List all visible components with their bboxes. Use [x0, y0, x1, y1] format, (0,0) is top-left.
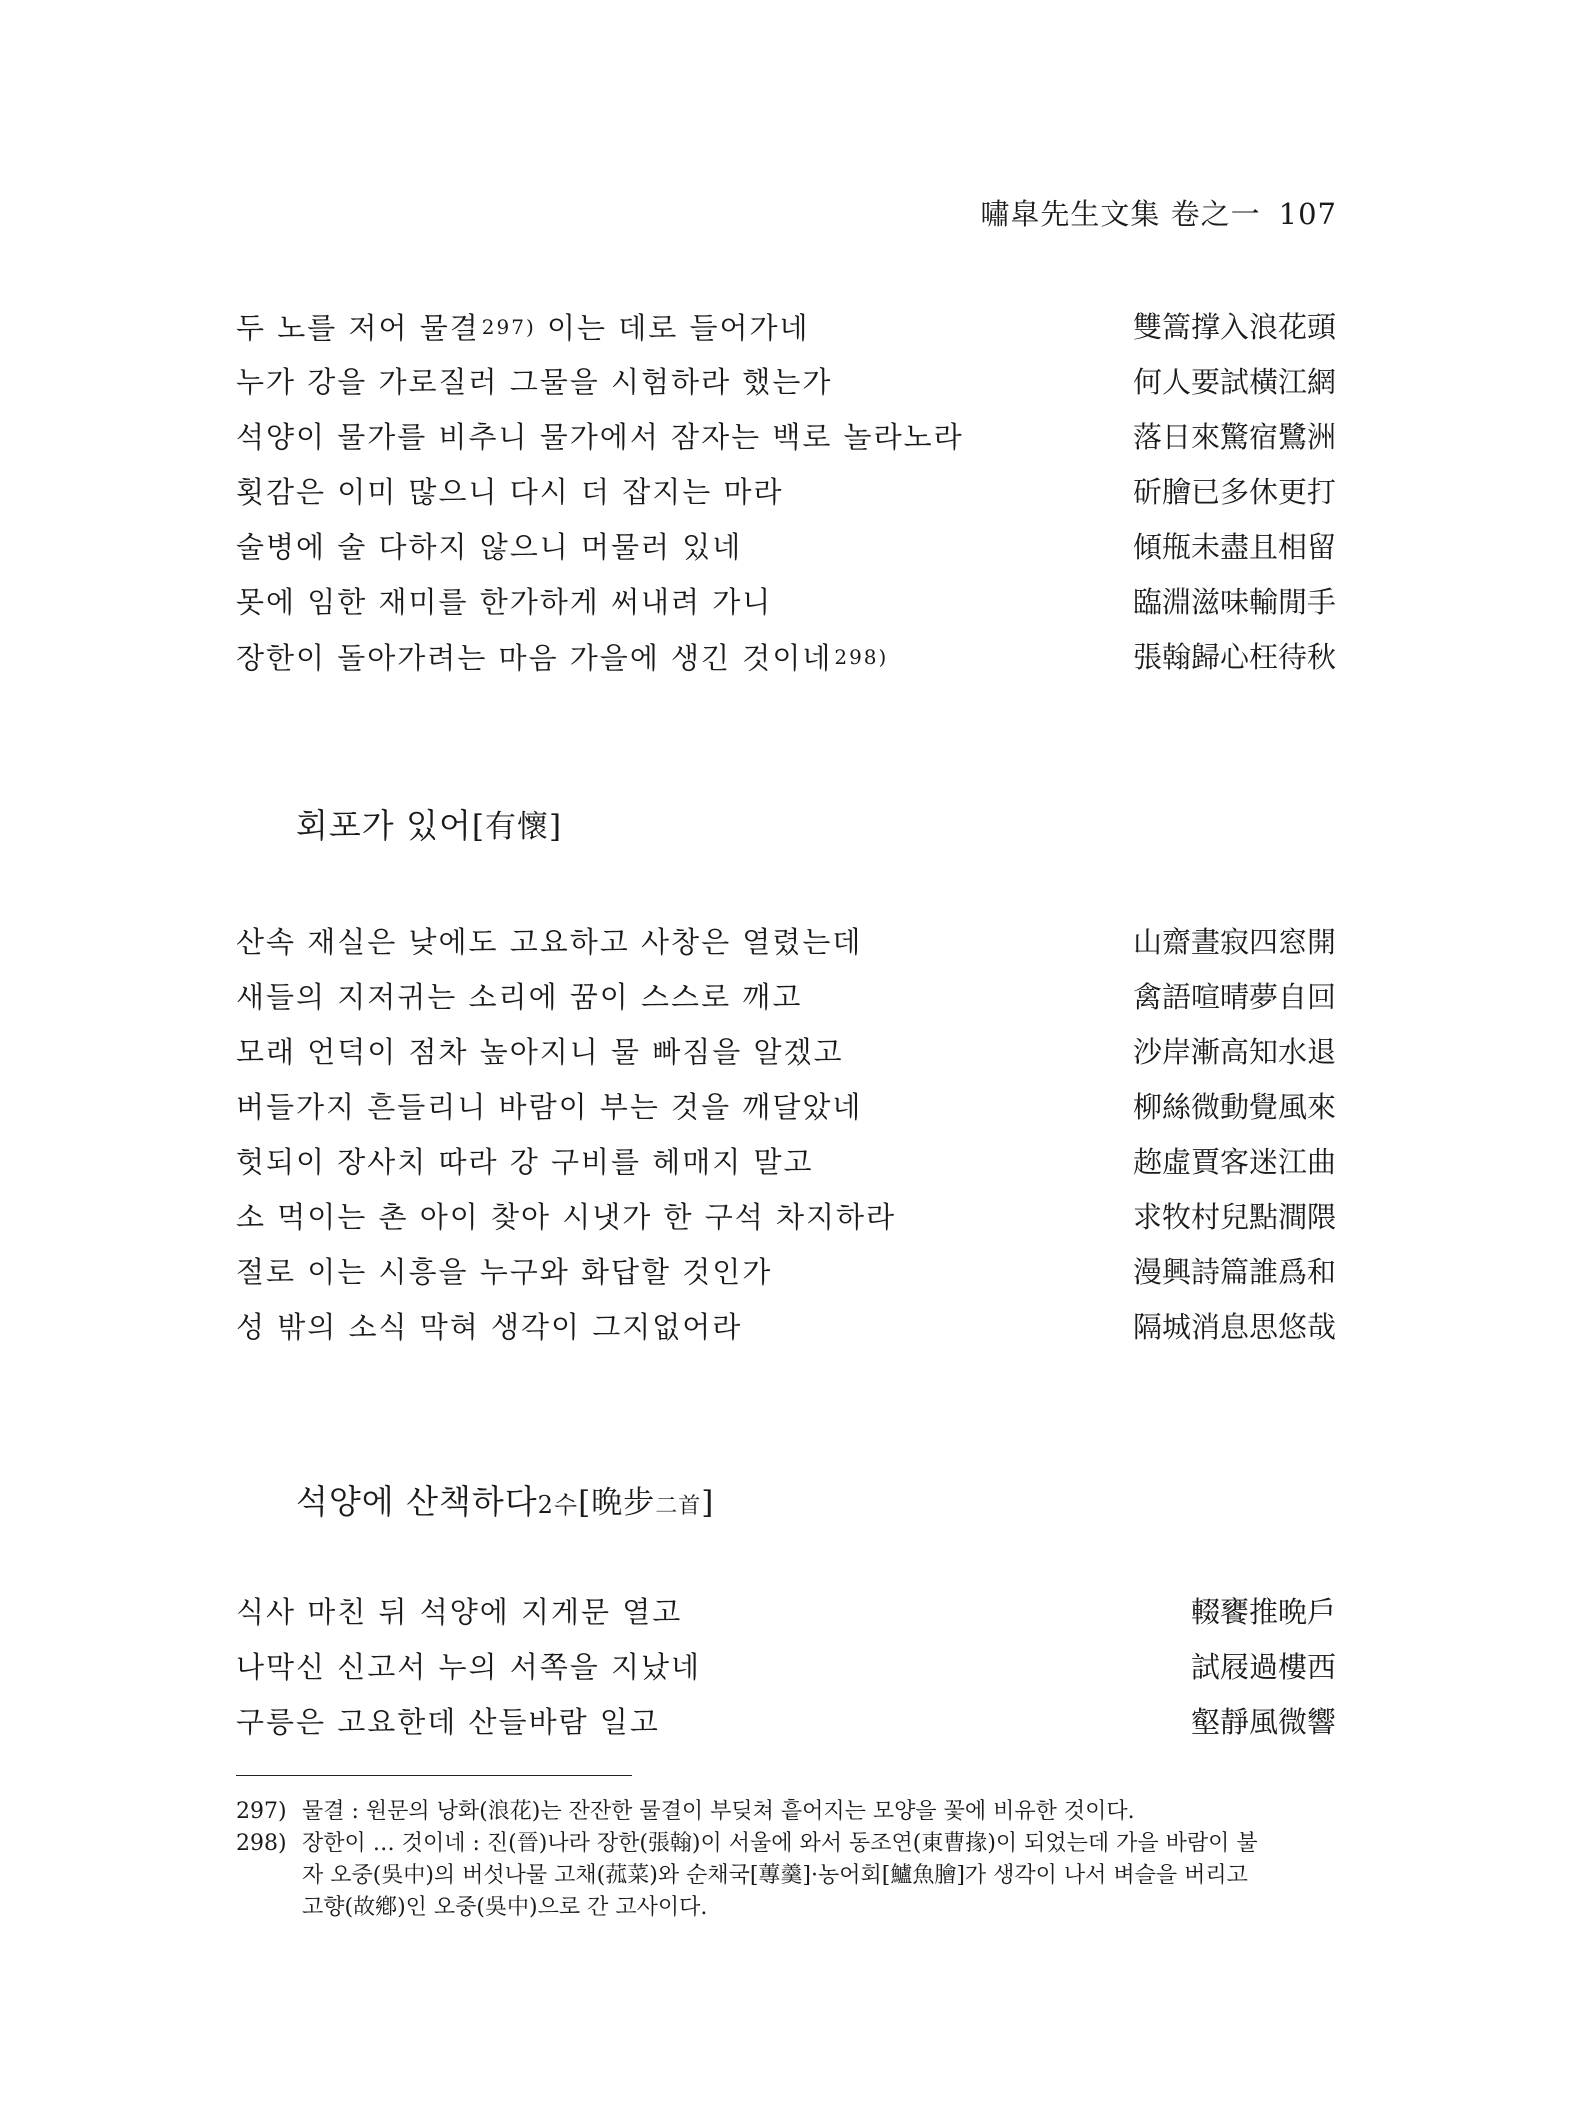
korean-translation: 새들의 지저귀는 소리에 꿈이 스스로 깨고: [236, 980, 803, 1014]
footnote-line: 장한이 … 것이네 : 진(晉)나라 장한(張翰)이 서울에 와서 동조연(東曹掾)이 되었는데 가을 바람이 불: [302, 1831, 1258, 1856]
poem-2-title: [296, 800, 562, 847]
verse-line: [236, 1245, 1336, 1300]
chinese-original: 張翰歸心枉待秋: [1132, 640, 1336, 674]
korean-translation: 절로 이는 시흥을 누구와 화답할 것인가: [236, 1255, 773, 1289]
chinese-original: 何人要試橫江網: [1132, 365, 1336, 399]
korean-translation: 나막신 신고서 누의 서쪽을 지났네: [236, 1650, 702, 1684]
chinese-original: 壑靜風微響: [1190, 1705, 1336, 1739]
poem-3-title: [296, 1476, 714, 1523]
chinese-original: 雙篙撑入浪花頭: [1132, 310, 1336, 344]
poem-title-korean: 회포가 있어: [296, 806, 472, 845]
chinese-original: 禽語喧晴夢自回: [1132, 980, 1336, 1014]
korean-translation: 누가 강을 가로질러 그물을 시험하라 했는가: [236, 365, 833, 399]
korean-translation: 구릉은 고요한데 산들바람 일고: [236, 1705, 660, 1739]
korean-translation: 헛되이 장사치 따라 강 구비를 헤매지 말고: [236, 1145, 814, 1179]
footnote-line: 고향(故鄕)인 오중(吳中)으로 간 고사이다.: [302, 1895, 708, 1920]
footnote-body: [302, 1828, 1336, 1924]
footnote-number: 298): [236, 1831, 287, 1856]
page-number: 107: [1278, 197, 1337, 231]
verse-line: [236, 970, 1336, 1025]
verse-line: [236, 575, 1336, 630]
korean-translation: 버들가지 흔들리니 바람이 부는 것을 깨달았네: [236, 1090, 863, 1124]
chinese-original: 柳絲微動覺風來: [1132, 1090, 1336, 1124]
chinese-original: 趂虛賈客迷江曲: [1132, 1145, 1336, 1179]
verse-line: [236, 1640, 1336, 1695]
footnote-line: 물결 : 원문의 낭화(浪花)는 잔잔한 물결이 부딪쳐 흩어지는 모양을 꽃에 비유한 것이다.: [302, 1799, 1135, 1824]
poem-title-chinese-close: ]: [701, 1485, 715, 1521]
chinese-original: 求牧村兒點澗隈: [1132, 1200, 1336, 1234]
korean-translation: 소 먹이는 촌 아이 찾아 시냇가 한 구석 차지하라: [236, 1200, 897, 1234]
korean-translation: 산속 재실은 낮에도 고요하고 사창은 열렸는데: [236, 925, 863, 959]
footnotes: [236, 1796, 1336, 1924]
poem-count: 2수: [537, 1491, 579, 1519]
footnote-marker: 297): [481, 315, 536, 339]
verse-line: [236, 630, 1336, 685]
chinese-original: 沙岸漸高知水退: [1132, 1035, 1336, 1069]
footnote-298: [236, 1828, 1336, 1924]
chinese-original: 輟饔推晩戶: [1190, 1595, 1336, 1629]
verse-line: [236, 355, 1336, 410]
running-header: [980, 192, 1337, 233]
poem-1-verse-block: [236, 300, 1336, 685]
verse-line: [236, 1190, 1336, 1245]
verse-line: [236, 1025, 1336, 1080]
verse-line: [236, 1135, 1336, 1190]
chinese-original: 落日來驚宿鷺洲: [1132, 420, 1336, 454]
verse-line: [236, 465, 1336, 520]
korean-translation: 식사 마친 뒤 석양에 지게문 열고: [236, 1595, 683, 1629]
footnote-number: 297): [236, 1799, 287, 1824]
poem-3-verse-block: [236, 1585, 1336, 1750]
korean-translation: 횟감은 이미 많으니 다시 더 잡지는 마라: [236, 475, 784, 509]
verse-line: [236, 410, 1336, 465]
korean-translation: 술병에 술 다하지 않으니 머물러 있네: [236, 530, 743, 564]
chinese-original: 隔城消息思悠哉: [1132, 1310, 1336, 1344]
chinese-original: 漫興詩篇誰爲和: [1132, 1255, 1336, 1289]
poem-title-chinese: [有懷]: [471, 809, 563, 845]
korean-translation: 성 밖의 소식 막혀 생각이 그지없어라: [236, 1310, 743, 1344]
verse-line: [236, 520, 1336, 575]
korean-translation: 못에 임한 재미를 한가하게 써내려 가니: [236, 585, 773, 619]
verse-line: [236, 1585, 1336, 1640]
verse-line: [236, 1080, 1336, 1135]
poem-title-chinese: [晩步: [578, 1485, 656, 1521]
footnote-divider: [236, 1775, 632, 1776]
chinese-original: 臨淵滋味輸閒手: [1132, 585, 1336, 619]
poem-2-verse-block: [236, 915, 1336, 1355]
book-title: 嘯皐先生文集 卷之一: [980, 197, 1261, 231]
chinese-original: 山齋晝寂四窓開: [1132, 925, 1336, 959]
footnote-marker: 298): [834, 645, 889, 669]
chinese-original: 傾甁未盡且相留: [1132, 530, 1336, 564]
verse-line: [236, 1300, 1336, 1355]
verse-line: [236, 300, 1336, 355]
verse-line: [236, 915, 1336, 970]
poem-title-korean: 석양에 산책하다: [296, 1482, 538, 1521]
verse-line: [236, 1695, 1336, 1750]
korean-translation: 장한이 돌아가려는 마음 가을에 생긴 것이네 298): [236, 641, 889, 675]
footnote-body: [302, 1796, 1336, 1828]
footnote-297: [236, 1796, 1336, 1828]
chinese-original: 斫膾已多休更打: [1132, 475, 1336, 509]
korean-translation: 모래 언덕이 점차 높아지니 물 빠짐을 알겠고: [236, 1035, 844, 1069]
korean-translation: 석양이 물가를 비추니 물가에서 잠자는 백로 놀라노라: [236, 420, 964, 454]
poem-title-chinese-count: 二首: [655, 1494, 702, 1519]
korean-translation: 두 노를 저어 물결 297) 이는 데로 들어가네: [236, 311, 810, 345]
footnote-line: 자 오중(吳中)의 버섯나물 고채(菰菜)와 순채국[蓴羹]·농어회[鱸魚膾]가 생각이 나서 벼슬을 버리고: [302, 1863, 1248, 1888]
chinese-original: 試屐過樓西: [1190, 1650, 1336, 1684]
